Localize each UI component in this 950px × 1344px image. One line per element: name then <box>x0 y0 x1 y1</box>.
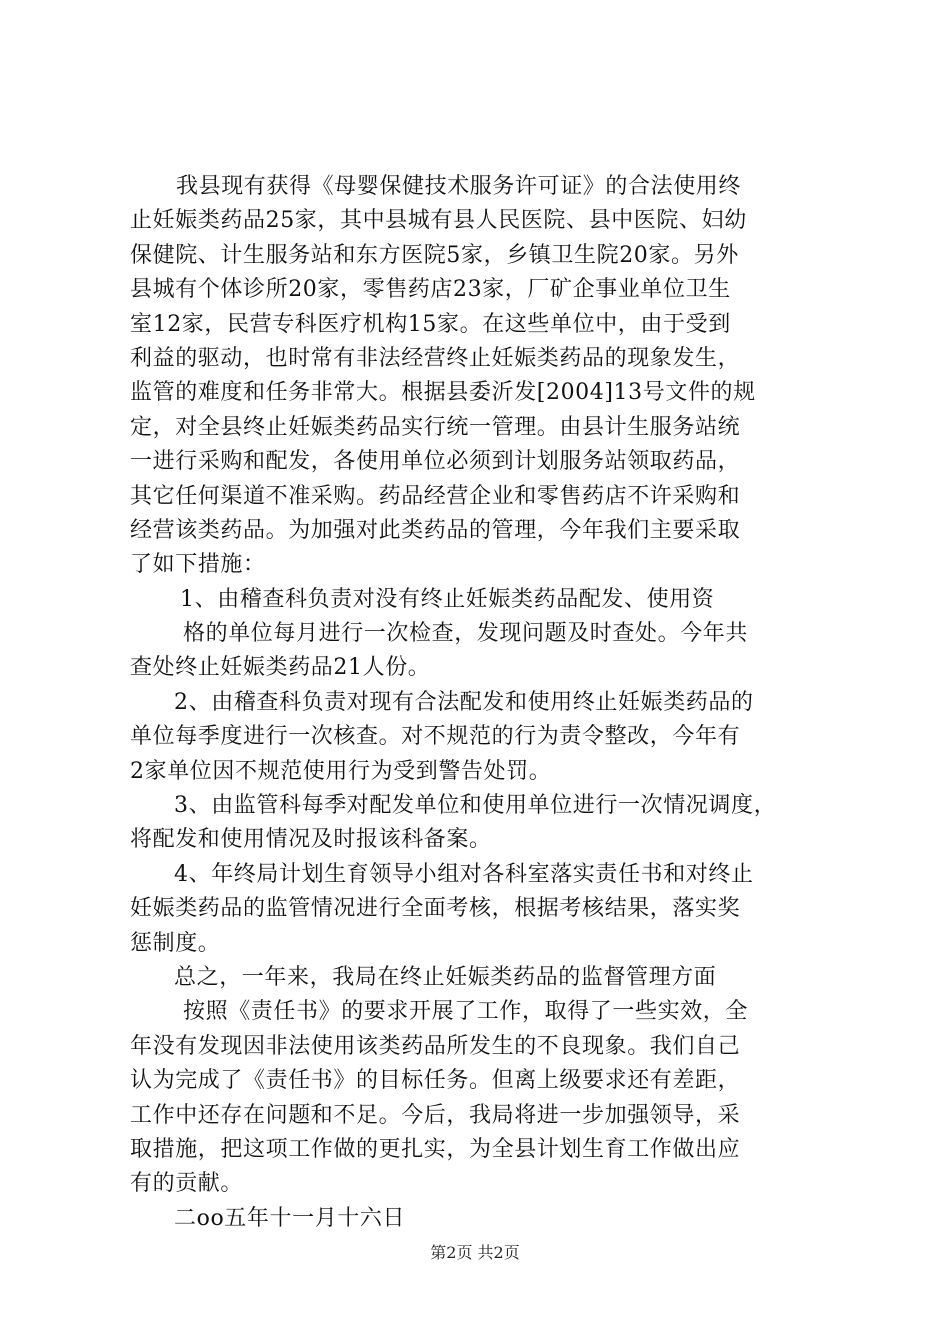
paragraph-line: 取措施，把这项工作做的更扎实，为全县计划生育工作做出应 <box>130 1136 741 1162</box>
paragraph-line: 2家单位因不规范使用行为受到警告处罚。 <box>130 758 552 784</box>
paragraph-line: 查处终止妊娠类药品21人份。 <box>130 655 431 681</box>
paragraph-line: 单位每季度进行一次核查。对不规范的行为责令整改，今年有 <box>130 724 741 750</box>
date-line: 二oo五年十一月十六日 <box>174 1205 406 1231</box>
paragraph-line: 县城有个体诊所20家，零售药店23家，厂矿企事业单位卫生 <box>130 277 731 303</box>
paragraph-line: 一进行采购和配发，各使用单位必须到计划服务站领取药品， <box>130 449 741 475</box>
paragraph-line: 经营该类药品。为加强对此类药品的管理，今年我们主要采取 <box>130 517 741 543</box>
paragraph-line: 4、年终局计划生育领导小组对各科室落实责任书和对终止 <box>174 861 754 887</box>
paragraph-line: 保健院、计生服务站和东方医院5家，乡镇卫生院20家。另外 <box>130 242 739 268</box>
paragraph-line: 认为完成了《责任书》的目标任务。但离上级要求还有差距， <box>130 1068 741 1094</box>
paragraph-line: 3、由监管科每季对配发单位和使用单位进行一次情况调度， <box>174 793 777 819</box>
paragraph-line: 1、由稽查科负责对没有终止妊娠类药品配发、使用资 <box>180 586 715 612</box>
paragraph-line: 将配发和使用情况及时报该科备案。 <box>130 827 492 853</box>
paragraph-line: 年没有发现因非法使用该类药品所发生的不良现象。我们自己 <box>130 1033 741 1059</box>
paragraph-line: 工作中还存在问题和不足。今后，我局将进一步加强领导，采 <box>130 1102 741 1128</box>
paragraph-line: 室12家，民营专科医疗机构15家。在这些单位中，由于受到 <box>130 311 731 337</box>
paragraph-line: 了如下措施： <box>130 552 266 578</box>
document-body <box>130 170 835 1236</box>
paragraph-line: 妊娠类药品的监管情况进行全面考核，根据考核结果，落实奖 <box>130 896 741 922</box>
paragraph-line: 止妊娠类药品25家，其中县城有县人民医院、县中医院、妇幼 <box>130 208 747 234</box>
page-number-label: 第2页 共2页 <box>430 1243 520 1262</box>
paragraph-line: 监管的难度和任务非常大。根据县委沂发[2004]13号文件的规 <box>130 380 756 406</box>
paragraph-line: 总之，一年来，我局在终止妊娠类药品的监督管理方面 <box>174 964 717 990</box>
paragraph-line: 惩制度。 <box>130 930 221 956</box>
paragraph-line: 2、由稽查科负责对现有合法配发和使用终止妊娠类药品的 <box>174 689 754 715</box>
paragraph-line: 格的单位每月进行一次检查，发现问题及时查处。今年共 <box>183 621 749 647</box>
paragraph-line: 按照《责任书》的要求开展了工作，取得了一些实效，全 <box>183 999 749 1025</box>
paragraph-line: 利益的驱动，也时常有非法经营终止妊娠类药品的现象发生， <box>130 345 741 371</box>
paragraph-line: 我县现有获得《母婴保健技术服务许可证》的合法使用终 <box>176 174 742 199</box>
paragraph-line: 有的贡献。 <box>130 1171 244 1197</box>
paragraph-line: 定，对全县终止妊娠类药品实行统一管理。由县计生服务站统 <box>130 414 741 440</box>
paragraph-line: 其它任何渠道不准采购。药品经营企业和零售药店不许采购和 <box>130 483 741 509</box>
page-footer <box>0 1243 950 1263</box>
